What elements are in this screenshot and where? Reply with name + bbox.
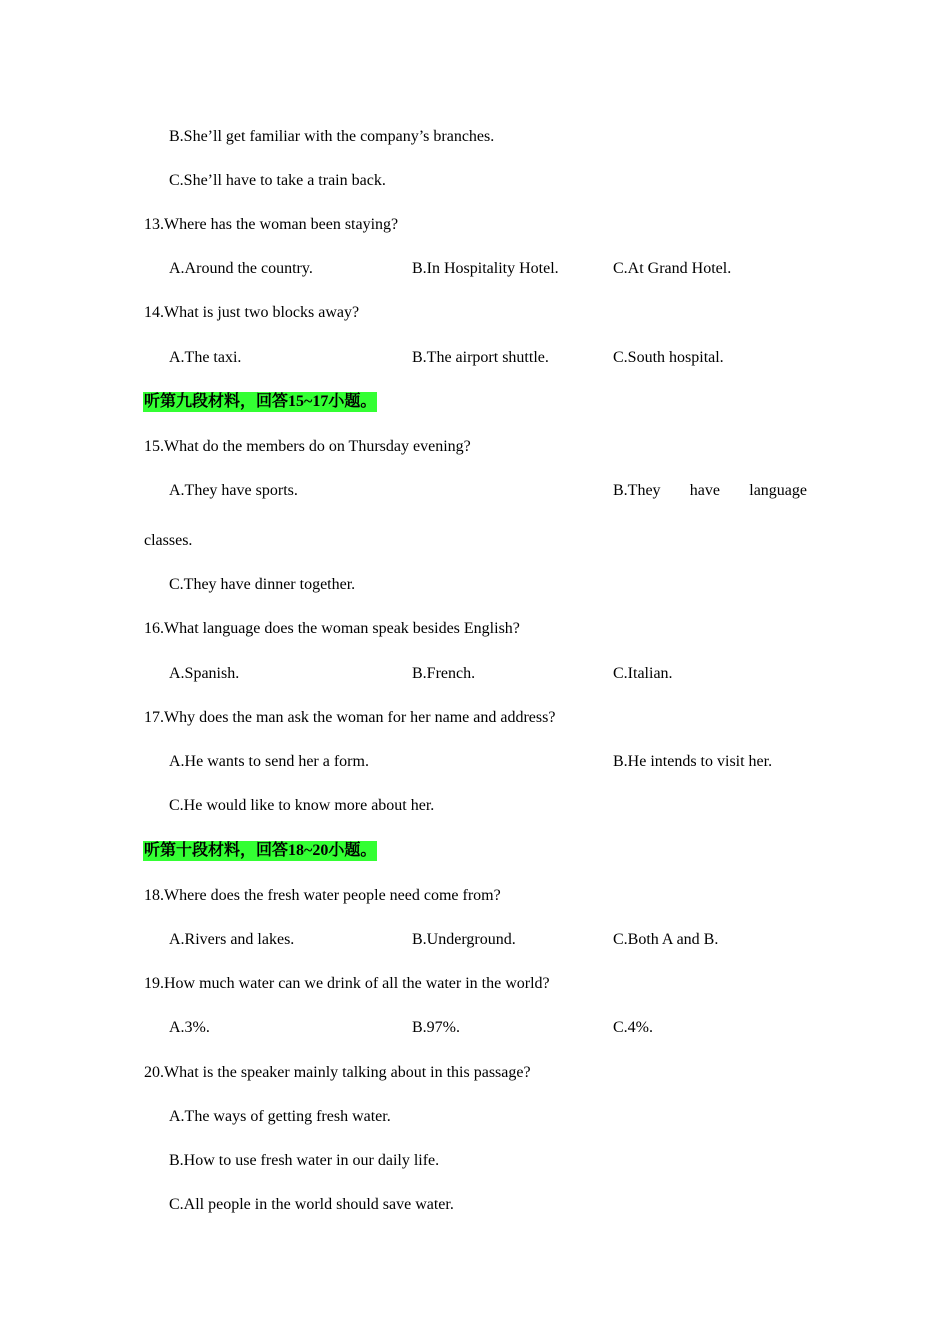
q13-option-c: C.At Grand Hotel. bbox=[613, 260, 732, 277]
q18-option-b: B.Underground. bbox=[412, 931, 516, 948]
q15-option-b bbox=[613, 481, 807, 501]
q15-option-a: A.They have sports. bbox=[169, 482, 298, 499]
q13-option-a: A.Around the country. bbox=[169, 260, 313, 277]
q18-option-c: C.Both A and B. bbox=[613, 931, 719, 948]
q15-option-c: C.They have dinner together. bbox=[169, 576, 356, 593]
q20-option-c: C.All people in the world should save water. bbox=[169, 1196, 454, 1213]
q20-stem: 20.What is the speaker mainly talking about in this passage? bbox=[144, 1064, 531, 1081]
q16-option-a: A.Spanish. bbox=[169, 665, 240, 682]
q15-option-b-word: have bbox=[689, 482, 720, 499]
q19-option-a: A.3%. bbox=[169, 1019, 210, 1036]
q20-option-a: A.The ways of getting fresh water. bbox=[169, 1108, 391, 1125]
q12-option-c: C.She’ll have to take a train back. bbox=[169, 172, 386, 189]
q16-stem: 16.What language does the woman speak besides English? bbox=[144, 620, 520, 637]
section-10-heading: 听第十段材料，回答18~20小题。 bbox=[144, 842, 377, 859]
q17-option-b: B.He intends to visit her. bbox=[613, 753, 773, 770]
q15-option-b-word: B.They bbox=[613, 482, 661, 499]
q12-option-b: B.She’ll get familiar with the company’s branches. bbox=[169, 128, 495, 145]
q14-option-b: B.The airport shuttle. bbox=[412, 349, 549, 366]
q14-option-c: C.South hospital. bbox=[613, 349, 724, 366]
q16-option-b: B.French. bbox=[412, 665, 476, 682]
q15-option-b-word: language bbox=[749, 482, 807, 499]
q15-option-b-continuation: classes. bbox=[144, 532, 193, 549]
q18-option-a: A.Rivers and lakes. bbox=[169, 931, 295, 948]
q19-option-c: C.4%. bbox=[613, 1019, 653, 1036]
q20-option-b: B.How to use fresh water in our daily life. bbox=[169, 1152, 440, 1169]
q15-stem: 15.What do the members do on Thursday evening? bbox=[144, 438, 471, 455]
q16-option-c: C.Italian. bbox=[613, 665, 673, 682]
q13-stem: 13.Where has the woman been staying? bbox=[144, 216, 399, 233]
q14-option-a: A.The taxi. bbox=[169, 349, 242, 366]
q17-option-c: C.He would like to know more about her. bbox=[169, 797, 435, 814]
q14-stem: 14.What is just two blocks away? bbox=[144, 304, 360, 321]
q13-option-b: B.In Hospitality Hotel. bbox=[412, 260, 559, 277]
q19-stem: 19.How much water can we drink of all the water in the world? bbox=[144, 975, 550, 992]
q18-stem: 18.Where does the fresh water people need come from? bbox=[144, 887, 501, 904]
section-9-heading: 听第九段材料，回答15~17小题。 bbox=[144, 393, 377, 410]
q19-option-b: B.97%. bbox=[412, 1019, 460, 1036]
q17-stem: 17.Why does the man ask the woman for her name and address? bbox=[144, 709, 556, 726]
q17-option-a: A.He wants to send her a form. bbox=[169, 753, 369, 770]
